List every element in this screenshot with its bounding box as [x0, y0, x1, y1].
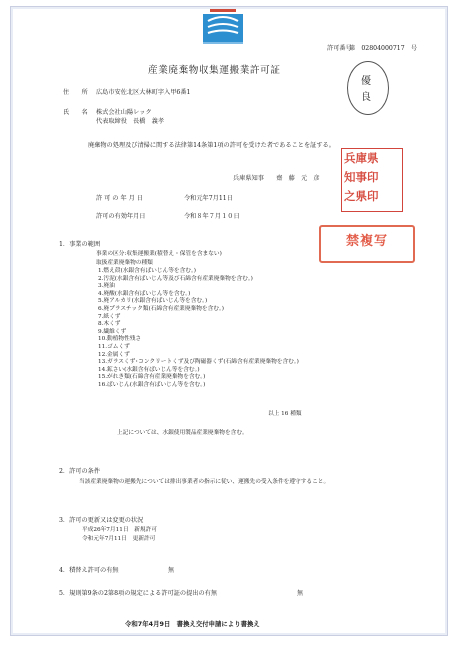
seal-row1: 兵庫県	[344, 151, 379, 165]
history-item: 平成26年7月11日 新規許可	[82, 527, 157, 533]
address-value: 広島市安佐北区大林町字入甲6番1	[96, 89, 191, 96]
section2-heading: 2．許可の条件	[59, 468, 101, 475]
section3-heading: 3．許可の更新又は変更の状況	[59, 517, 144, 524]
permit-number: 第 02804000717 号	[349, 45, 418, 52]
footer-note: 令和7年4月9日 書換え交付申請により書換え	[125, 620, 260, 628]
issuer: 兵庫県知事 齋 藤 元 彦	[233, 175, 320, 182]
company-name: 株式会社山陽レック	[96, 109, 152, 116]
list-item: 6.廃プラスチック類(石綿含有産業廃棄物を含む。)	[98, 305, 224, 312]
list-item: 7.紙くず	[98, 313, 121, 320]
list-item: 12.金属くず	[98, 351, 130, 358]
list-item: 16.ばいじん(水銀含有ばいじん等を含む。)	[98, 381, 206, 388]
list-item: 5.廃アルカリ(水銀含有ばいじん等を含む。)	[98, 298, 208, 305]
permit-condition: 当該産業廃棄物の運搬先については排出事業者の指示に従い、運搬先の受入条件を遵守すること。	[79, 479, 330, 485]
list-item: 14.鉱さい(水銀含有ばいじん等を含む。)	[98, 366, 200, 373]
seal-row3: 之県印	[344, 189, 379, 203]
section5-heading: 5．規則第9条の2第8項の規定による許可証の提出の有無	[59, 590, 218, 597]
list-item: 10.動植物性残さ	[98, 336, 142, 343]
list-item: 8.木くず	[98, 321, 121, 328]
document-title: 産業廃棄物収集運搬業許可証	[148, 65, 281, 76]
list-item: 11.ゴムくず	[98, 343, 130, 350]
representative: 代表取締役 長橋 義孝	[96, 118, 165, 125]
list-item: 13.ガラスくず･コンクリートくず及び陶磁器くず(石綿含有産業廃棄物を含む。)	[98, 359, 299, 366]
address-label: 住 所	[63, 89, 88, 96]
permit-number-label: 許可番号	[327, 45, 352, 52]
section1-heading: 1．事業の範囲	[59, 241, 101, 248]
certify-text: 廃棄物の処理及び清掃に関する法律第14条第1項の許可を受けた者であることを証する。	[88, 142, 335, 149]
excellent-mark-line2: 良	[361, 92, 371, 103]
waste-type-total: 以上 16 種類	[268, 411, 302, 417]
mercury-note: 上記については、水銀使用製品産業廃棄物を含む。	[117, 430, 248, 436]
business-scope: 事業の区分:収集運搬業(積替え・保管を含まない)	[96, 251, 222, 257]
history-item: 令和元年7月11日 更新許可	[82, 536, 156, 542]
permit-date: 令和元年7月11日	[184, 195, 233, 202]
list-item: 1.燃え殻(水銀含有ばいじん等を含む。)	[98, 268, 197, 274]
seal-row2: 知事印	[344, 170, 379, 184]
name-label: 氏 名	[63, 109, 88, 116]
submission-value: 無	[297, 590, 304, 597]
no-copy-stamp: 禁複写	[319, 225, 415, 263]
permit-date-label: 許 可 の 年 月 日	[96, 195, 143, 202]
transshipment-value: 無	[168, 567, 175, 574]
excellent-mark-line1: 優	[361, 76, 371, 87]
list-item: 3.廃油	[98, 283, 115, 290]
list-item: 4.廃酸(水銀含有ばいじん等を含む。)	[98, 290, 191, 297]
waste-type-list	[98, 268, 398, 390]
list-item: 15.がれき類(石綿含有産業廃棄物を含む。)	[98, 374, 206, 381]
valid-until-label: 許可の有効年月日	[96, 213, 146, 220]
prefecture-logo-icon	[200, 9, 246, 45]
valid-until: 令和８年７月１０日	[184, 213, 240, 220]
section4-heading: 4．積替え許可の有無	[59, 567, 119, 574]
list-item: 2.汚泥(水銀含有ばいじん等及び石綿含有産業廃棄物を含む。)	[98, 275, 253, 282]
waste-types-label: 取扱産業廃棄物の種類	[96, 260, 153, 266]
list-item: 9.繊維くず	[98, 328, 127, 335]
